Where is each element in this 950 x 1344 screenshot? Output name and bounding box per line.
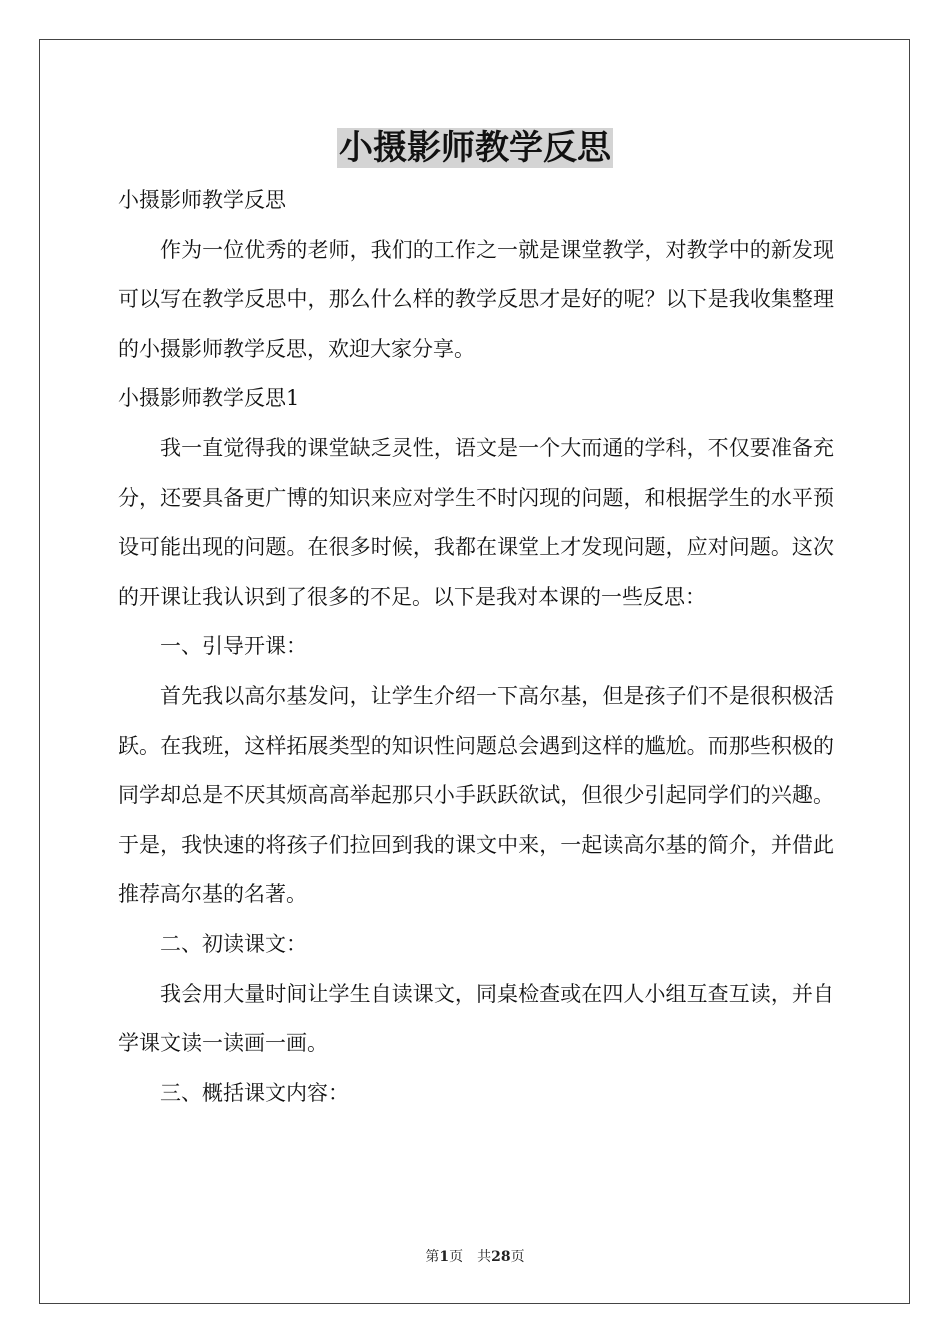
paragraph-self-reading: 我会用大量时间让学生自读课文，同桌检查或在四人小组互查互读，并自学课文读一读画一画。 xyxy=(118,981,834,1056)
footer-page-suffix: 页 xyxy=(510,1249,525,1265)
subheading-first-reading: 二、初读课文： xyxy=(160,931,307,956)
document-title-text: 小摄影师教学反思 xyxy=(339,128,611,168)
subheading-guided-intro: 一、引导开课： xyxy=(160,634,307,659)
document-body xyxy=(118,176,834,1118)
page-footer xyxy=(0,1247,950,1267)
subheading-summarize: 三、概括课文内容： xyxy=(160,1080,349,1105)
paragraph-gorky: 首先我以高尔基发问，让学生介绍一下高尔基，但是孩子们不是很积极活跃。在我班，这样拓展类型的知识性问题总会遇到这样的尴尬。而那些积极的同学却总是不厌其烦高高举起那只小手跃跃欲试，但很少引起同学们的兴趣。于是，我快速的将孩子们拉回到我的课文中来，一起读高尔基的简介，并借此推荐高尔基的名著。 xyxy=(118,683,834,907)
footer-page-mid: 页 共 xyxy=(449,1249,492,1265)
footer-page-current: 1 xyxy=(439,1249,450,1265)
paragraph-intro: 作为一位优秀的老师，我们的工作之一就是课堂教学，对教学中的新发现可以写在教学反思中，那么什么样的教学反思才是好的呢？以下是我收集整理的小摄影师教学反思，欢迎大家分享。 xyxy=(118,237,834,361)
paragraph-reflection: 我一直觉得我的课堂缺乏灵性，语文是一个大而通的学科，不仅要准备充分，还要具备更广博的知识来应对学生不时闪现的问题，和根据学生的水平预设可能出现的问题。在很多时候，我都在课堂上才发现问题，应对问题。这次的开课让我认识到了很多的不足。以下是我对本课的一些反思： xyxy=(118,435,834,609)
document-title xyxy=(0,124,950,172)
section-heading-1: 小摄影师教学反思1 xyxy=(118,386,300,411)
footer-page-prefix: 第 xyxy=(425,1249,440,1265)
footer-page-total: 28 xyxy=(491,1249,511,1265)
paragraph-subtitle: 小摄影师教学反思 xyxy=(118,188,286,212)
